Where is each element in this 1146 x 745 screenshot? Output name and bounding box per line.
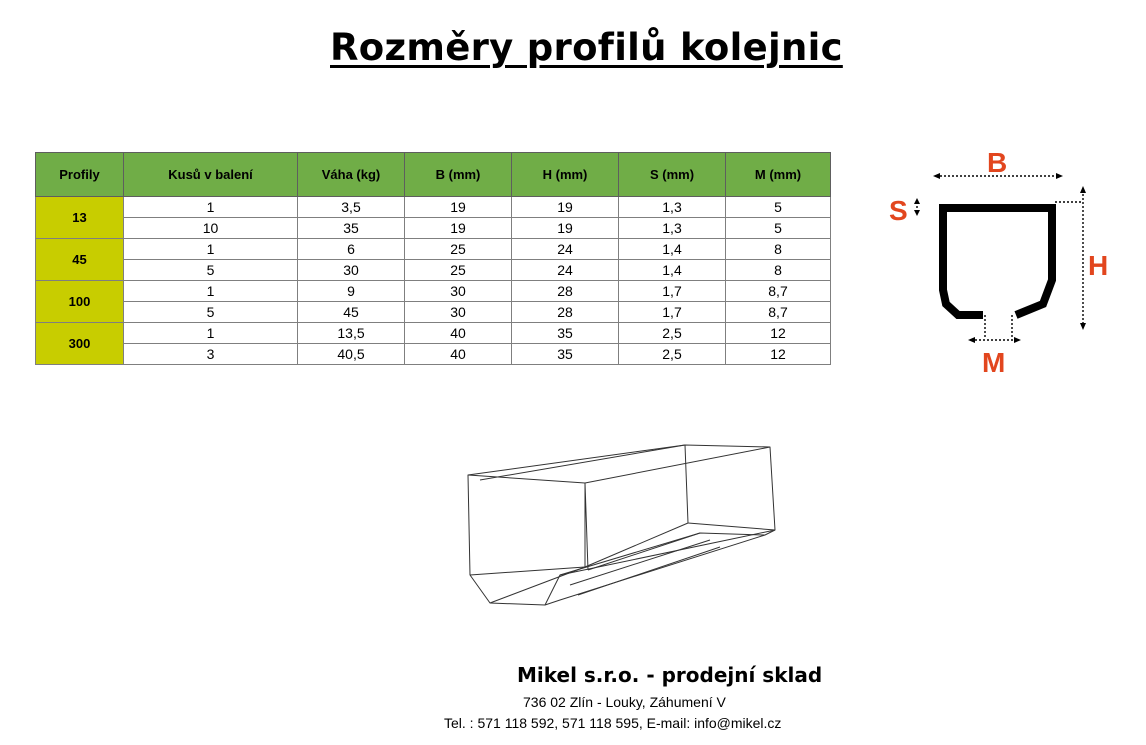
table-cell: 45 [298, 302, 405, 323]
table-cell: 5 [726, 218, 831, 239]
table-row [36, 197, 831, 218]
table-row [36, 302, 831, 323]
table-cell: 2,5 [619, 323, 726, 344]
column-header: Váha (kg) [298, 153, 405, 197]
table-cell: 24 [512, 239, 619, 260]
table-cell: 1,7 [619, 281, 726, 302]
column-header: Profily [36, 153, 124, 197]
table-cell: 1 [124, 239, 298, 260]
table-cell: 28 [512, 302, 619, 323]
table-cell: 30 [405, 281, 512, 302]
s-label: S [889, 195, 908, 226]
profile-cell: 300 [36, 323, 124, 365]
rail-profile-diagram [870, 140, 1120, 385]
table-cell: 1,4 [619, 260, 726, 281]
table-cell: 19 [405, 197, 512, 218]
table-cell: 3 [124, 344, 298, 365]
table-cell: 9 [298, 281, 405, 302]
table-cell: 3,5 [298, 197, 405, 218]
table-cell: 24 [512, 260, 619, 281]
table-cell: 8,7 [726, 302, 831, 323]
m-label: M [982, 347, 1006, 378]
table-cell: 1,3 [619, 197, 726, 218]
column-header: M (mm) [726, 153, 831, 197]
table-cell: 13,5 [298, 323, 405, 344]
table-cell: 1 [124, 323, 298, 344]
table-cell: 40,5 [298, 344, 405, 365]
table-cell: 25 [405, 239, 512, 260]
company-address: 736 02 Zlín - Louky, Záhumení V [523, 694, 726, 710]
table-row [36, 239, 831, 260]
table-row [36, 218, 831, 239]
table-cell: 30 [405, 302, 512, 323]
table-cell: 19 [512, 218, 619, 239]
table-cell: 8 [726, 239, 831, 260]
table-cell: 12 [726, 323, 831, 344]
table-cell: 35 [512, 344, 619, 365]
column-header: Kusů v balení [124, 153, 298, 197]
table-cell: 5 [124, 260, 298, 281]
table-cell: 2,5 [619, 344, 726, 365]
table-cell: 5 [726, 197, 831, 218]
table-cell: 40 [405, 344, 512, 365]
table-cell: 1,4 [619, 239, 726, 260]
page-title: Rozměry profilů kolejnic [330, 26, 843, 69]
table-cell: 8,7 [726, 281, 831, 302]
table-cell: 19 [405, 218, 512, 239]
profile-cell: 13 [36, 197, 124, 239]
rail-3d-illustration [460, 435, 790, 615]
company-name: Mikel s.r.o. - prodejní sklad [517, 663, 823, 687]
table-cell: 35 [512, 323, 619, 344]
table-cell: 19 [512, 197, 619, 218]
table-cell: 28 [512, 281, 619, 302]
table-body [36, 197, 831, 365]
table-header-row [36, 153, 831, 197]
table-cell: 6 [298, 239, 405, 260]
profile-dimensions-table [35, 152, 831, 365]
h-label: H [1088, 250, 1109, 281]
column-header: H (mm) [512, 153, 619, 197]
b-label: B [987, 147, 1008, 178]
table-row [36, 281, 831, 302]
column-header: S (mm) [619, 153, 726, 197]
table-cell: 12 [726, 344, 831, 365]
column-header: B (mm) [405, 153, 512, 197]
rail-profile-shape [943, 208, 1052, 315]
table-cell: 1,3 [619, 218, 726, 239]
table-cell: 1 [124, 197, 298, 218]
table-cell: 8 [726, 260, 831, 281]
profile-cell: 45 [36, 239, 124, 281]
table-row [36, 260, 831, 281]
profile-cell: 100 [36, 281, 124, 323]
table-row [36, 344, 831, 365]
table-cell: 10 [124, 218, 298, 239]
table-cell: 40 [405, 323, 512, 344]
table-cell: 5 [124, 302, 298, 323]
table-cell: 35 [298, 218, 405, 239]
table-row [36, 323, 831, 344]
table-cell: 1 [124, 281, 298, 302]
table-cell: 25 [405, 260, 512, 281]
table-cell: 30 [298, 260, 405, 281]
company-contact: Tel. : 571 118 592, 571 118 595, E-mail: info@mikel.cz [444, 715, 782, 731]
table-cell: 1,7 [619, 302, 726, 323]
